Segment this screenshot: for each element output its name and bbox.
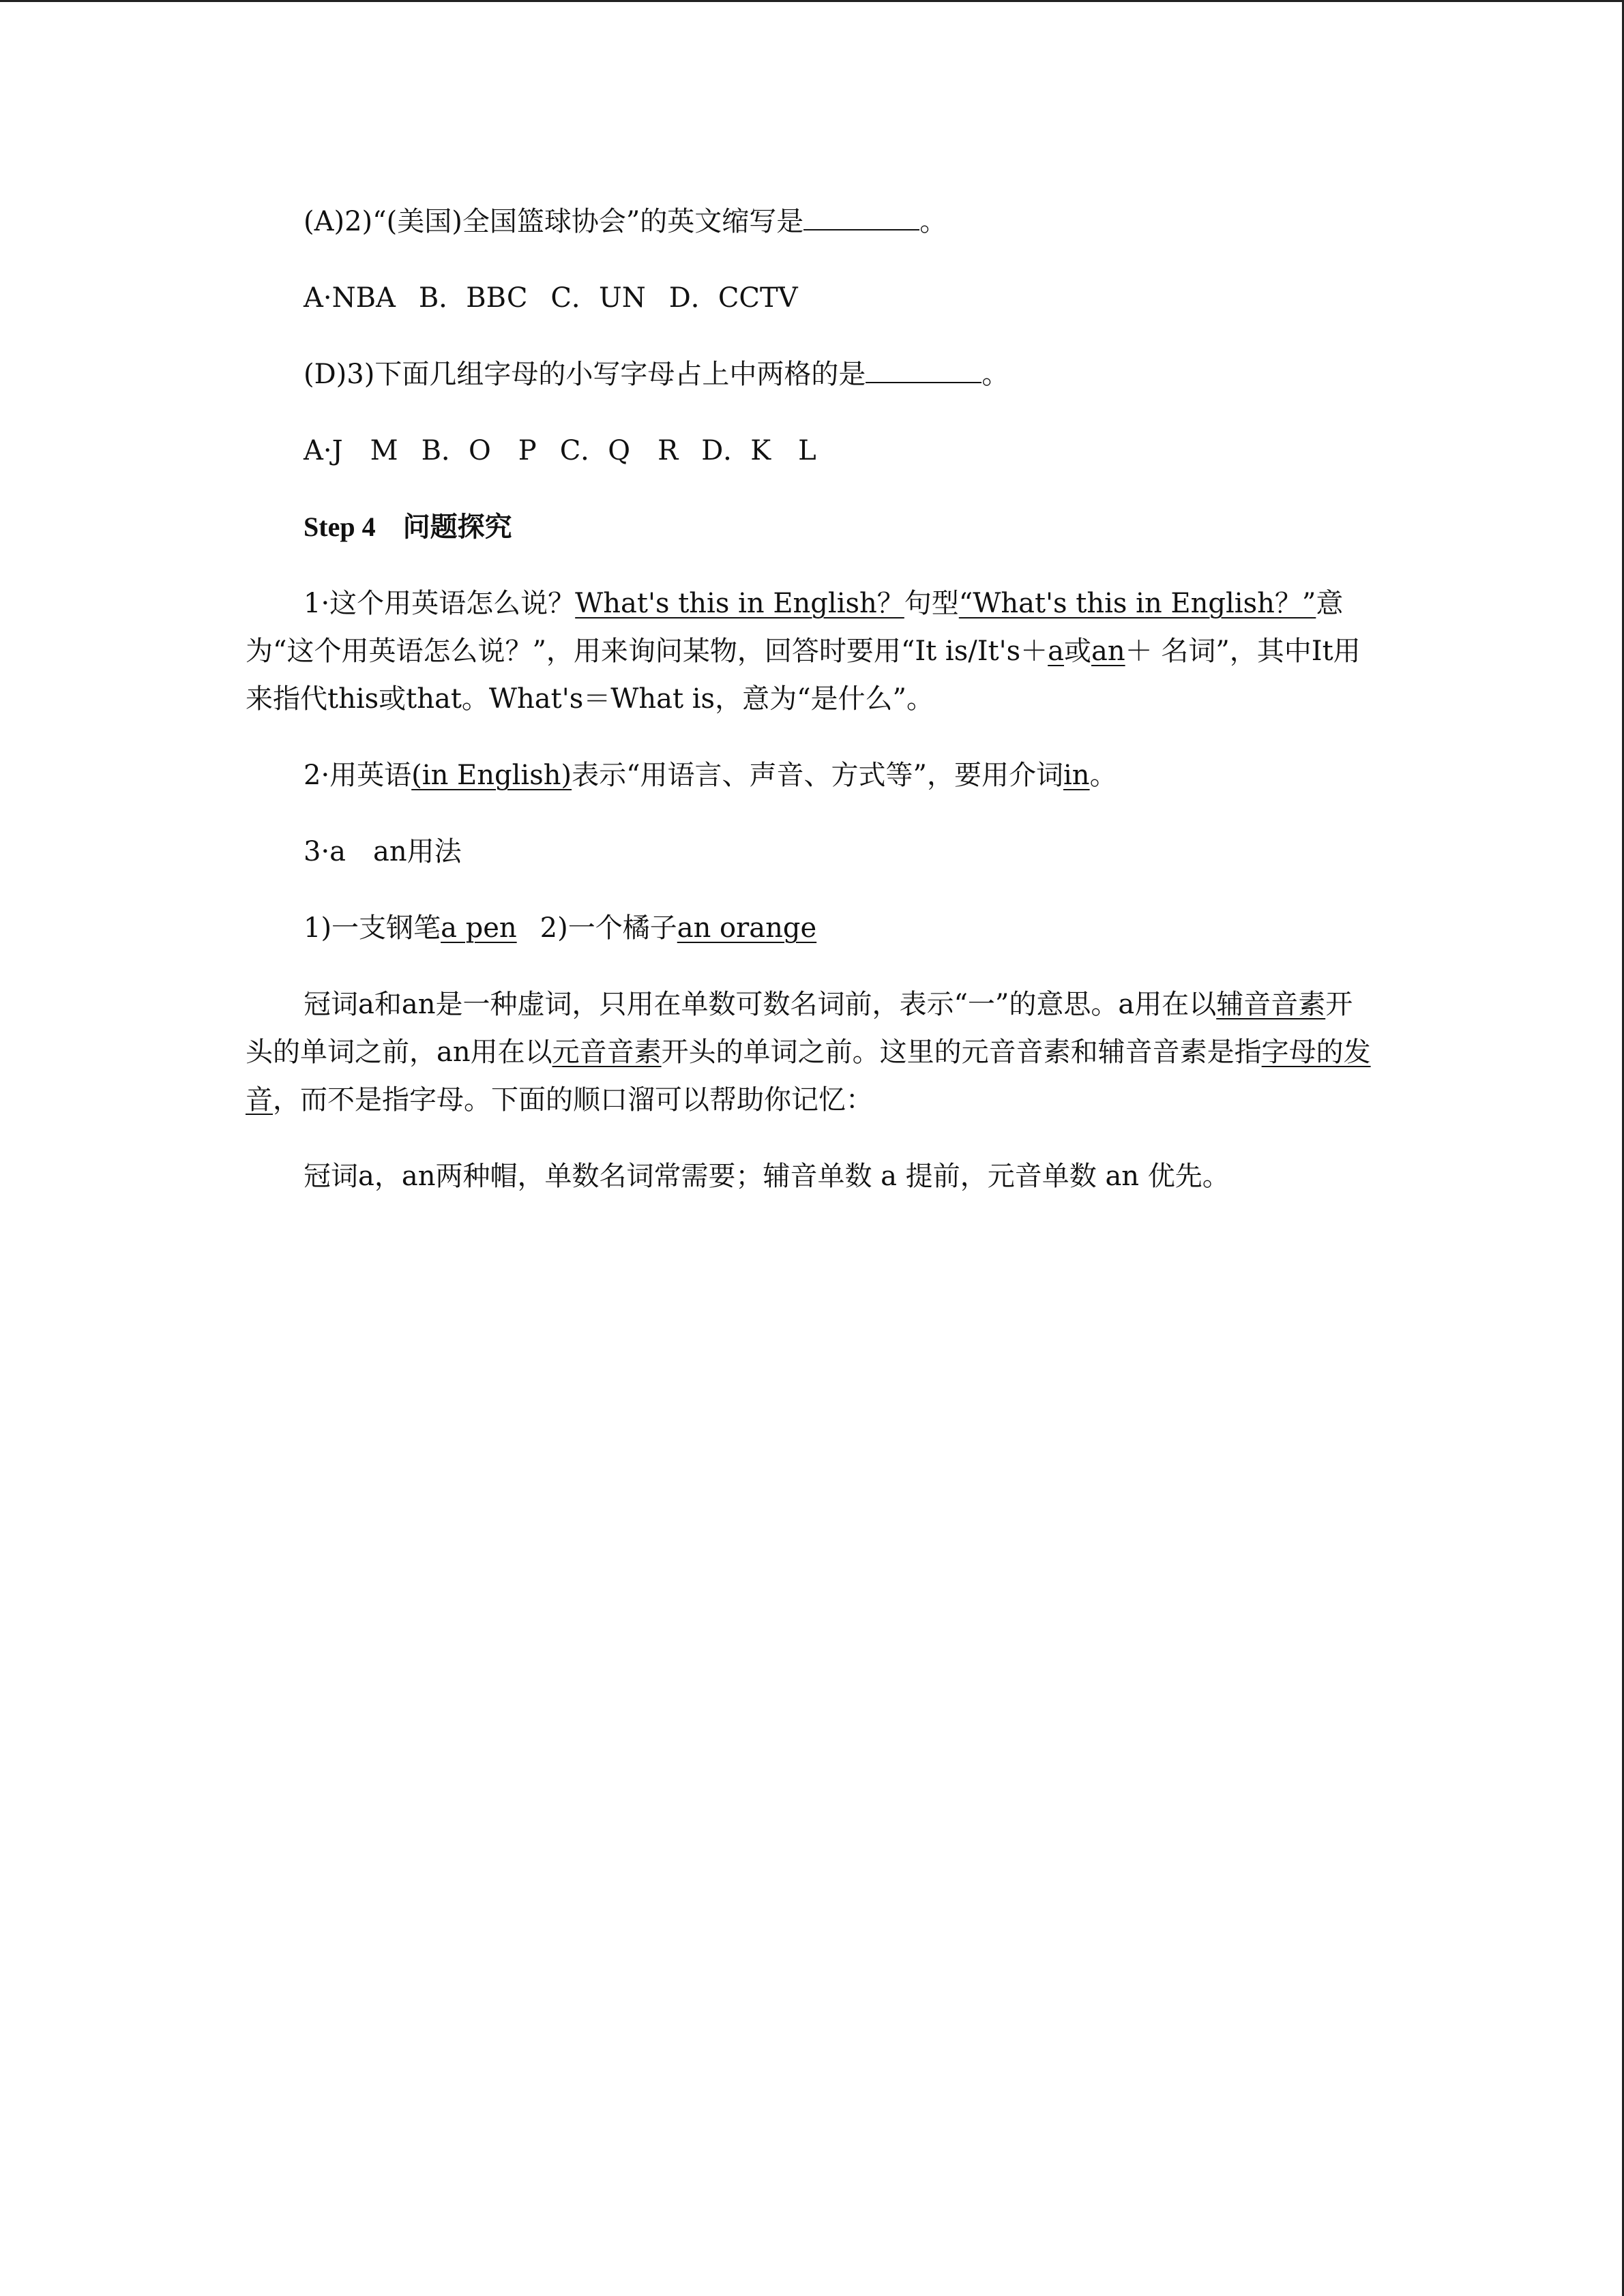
question-3 [246,351,1378,398]
page-border-top [0,0,1624,2]
underlined-answer: an [1091,636,1125,667]
question-3-text: 下面几组字母的小写字母占上中两格的是 [374,359,866,390]
point-2-text: 表示“用语言、声音、方式等”，要用介词 [572,760,1063,791]
explanation-text: 开头的单词之前。这里的元音音素和辅音音素是指 [661,1037,1262,1068]
option-c: C．Q R [559,435,679,466]
underlined-answer: an orange [677,912,817,944]
option-d: D．K L [701,435,816,466]
point-1 [246,580,1378,723]
point-2 [246,751,1378,799]
point-1-text: 意为“这个用英语怎么说？”，用来询问某物，回答时要用“It is/It's＋ [246,588,1344,667]
point-2-text: 。 [1089,760,1117,791]
article-explanation [246,981,1378,1124]
underlined-answer: 元音音素 [552,1037,662,1068]
underlined-answer: a pen [441,912,517,944]
underlined-answer: a [1048,636,1064,667]
example-text: 2)一个橘子 [540,912,677,944]
underlined-answer: in [1063,760,1090,791]
explanation-text: 冠词a和an是一种虚词，只用在单数可数名词前，表示“一”的意思。a用在以 [304,989,1217,1020]
point-1-text: 1·这个用英语怎么说？ [304,588,576,619]
answer-blank [803,199,919,230]
point-1-text: ＋ 名词”，其中It用来指代this或that。What's＝What is，意为“是什么”。 [246,636,1361,715]
step-label: Step 4 [304,511,376,542]
option-a: A·NBA [304,282,396,314]
underlined-answer: (in English) [411,760,572,791]
underlined-answer: What's this in English？ [575,588,904,619]
step-4-heading [246,503,1378,551]
question-2-options [246,274,1378,322]
explanation-text: 开头的单词之前，an用在以 [246,989,1353,1068]
question-2-prefix: (A)2) [304,206,373,237]
explanation-text: ，而不是指字母。下面的顺口溜可以帮助你记忆： [273,1084,873,1116]
document-body [246,198,1378,1229]
question-2 [246,198,1378,245]
option-d: D．CCTV [668,282,798,314]
underlined-answer: “What's this in English？” [958,588,1316,619]
underlined-answer: 字母的发音 [246,1037,1371,1116]
step-title: 问题探究 [402,511,512,542]
underlined-answer: 辅音音素 [1216,989,1326,1020]
point-2-text: 2·用英语 [304,760,412,791]
answer-blank [866,352,981,383]
option-c: C．UN [550,282,646,314]
question-2-text: “(美国)全国篮球协会”的英文缩写是 [372,206,804,237]
memory-rhyme: 冠词a，an两种帽，单数名词常需要；辅音单数 a 提前，元音单数 an 优先。 [304,1161,1230,1192]
option-b: B．BBC [418,282,528,314]
question-3-prefix: (D)3) [304,359,375,390]
point-1-text: 或 [1064,636,1091,667]
question-3-options [246,427,1378,475]
option-b: B．O P [421,435,537,466]
option-a: A·J M [304,435,398,466]
point-3-title: 3·a an用法 [304,836,462,867]
question-3-end: 。 [981,359,1009,390]
example-text: 1)一支钢笔 [304,912,441,944]
question-2-end: 。 [919,206,947,237]
article-examples [246,904,1378,952]
point-1-text: 句型 [904,588,959,619]
